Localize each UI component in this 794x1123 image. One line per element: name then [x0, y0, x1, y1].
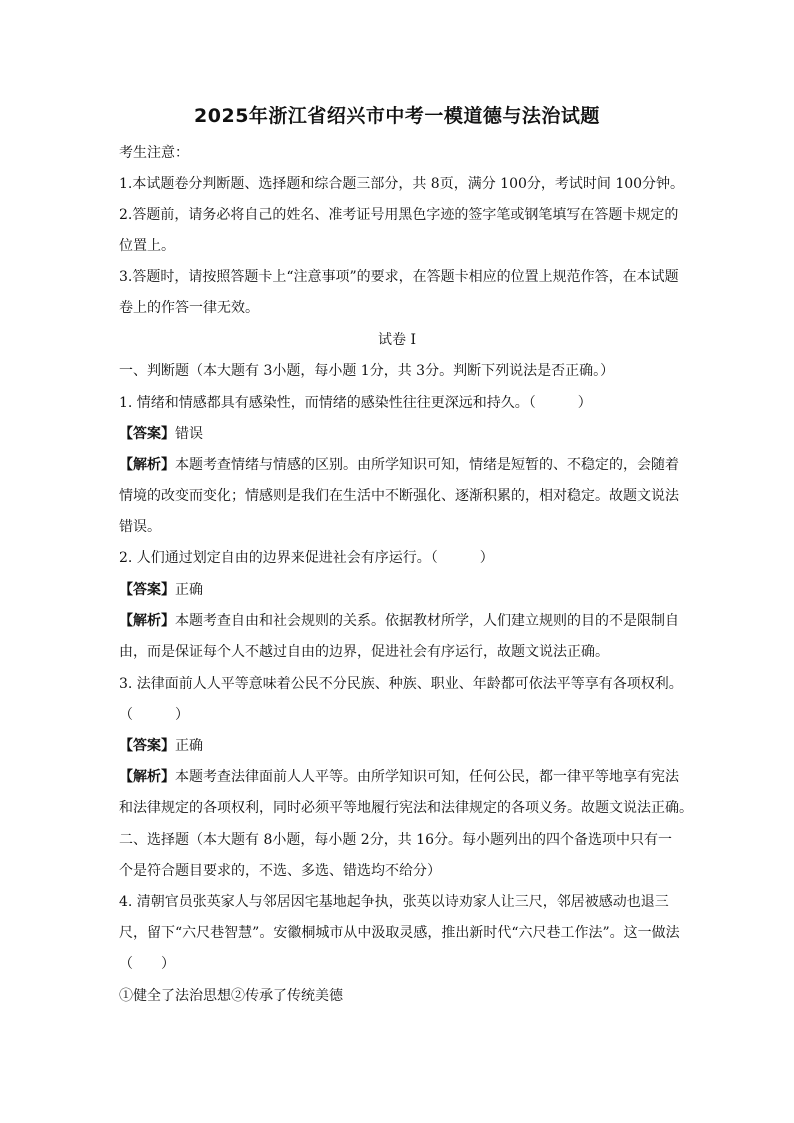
notice-item-2-cont: 位置上。	[119, 238, 175, 254]
question-4-options: ①健全了法治思想②传承了传统美德	[119, 988, 343, 1004]
question-4-text-cont: 尺，留下“六尺巷智慧”。安徽桐城市从中汲取灵感，推出新时代“六尺巷工作法”。这一做法	[119, 925, 680, 941]
analysis-tag: 【解析】	[119, 457, 175, 473]
analysis-tag: 【解析】	[119, 613, 175, 629]
question-3-text: 3. 法律面前人人平等意味着公民不分民族、种族、职业、年龄都可依法平等享有各项权利。	[119, 676, 683, 692]
question-4-text-cont: （ ）	[119, 956, 175, 972]
answer-value: 正确	[175, 738, 203, 754]
question-3-analysis	[119, 767, 679, 787]
notice-item-3-cont: 卷上的作答一律无效。	[119, 300, 259, 316]
notice-item-1: 1.本试题卷分判断题、选择题和综合题三部分，共 8页，满分 100分，考试时间 100分钟。	[119, 176, 685, 192]
question-4-text: 4. 清朝官员张英家人与邻居因宅基地起争执，张英以诗劝家人让三尺，邻居被感动也退三	[119, 894, 669, 910]
question-3-analysis-cont: 和法律规定的各项权利，同时必须平等地履行宪法和法律规定的各项义务。故题文说法正确。	[119, 800, 693, 816]
notice-item-3: 3.答题时，请按照答题卡上“注意事项”的要求，在答题卡相应的位置上规范作答，在本试题	[119, 269, 679, 285]
question-3-text-cont: （ ）	[119, 707, 189, 723]
section2-heading: 二、选择题（本大题有 8小题，每小题 2分，共 16分。每小题列出的四个备选项中只有一	[119, 832, 672, 848]
question-2-answer	[119, 580, 203, 600]
analysis-tag: 【解析】	[119, 769, 175, 785]
question-1-analysis-cont: 错误。	[119, 519, 161, 535]
document-title: 2025年浙江省绍兴市中考一模道德与法治试题	[194, 105, 600, 127]
question-2-analysis	[119, 611, 679, 631]
analysis-text: 本题考查情绪与情感的区别。由所学知识可知，情绪是短暂的、不稳定的，会随着	[175, 457, 679, 473]
section2-heading-cont: 个是符合题目要求的，不选、多选、错选均不给分）	[119, 863, 441, 879]
answer-tag: 【答案】	[119, 426, 175, 442]
answer-value: 错误	[175, 426, 203, 442]
question-3-answer	[119, 736, 203, 756]
answer-tag: 【答案】	[119, 582, 175, 598]
answer-tag: 【答案】	[119, 738, 175, 754]
notice-heading: 考生注意：	[119, 145, 189, 161]
question-1-answer	[119, 424, 203, 444]
question-2-analysis-cont: 由，而是保证每个人不越过自由的边界，促进社会有序运行，故题文说法正确。	[119, 644, 609, 660]
question-1-text: 1. 情绪和情感都具有感染性，而情绪的感染性往往更深远和持久。（ ）	[119, 395, 592, 411]
question-1-analysis-cont: 情境的改变而变化；情感则是我们在生活中不断强化、逐渐积累的，相对稳定。故题文说法	[119, 488, 679, 504]
paper-label: 试卷 I	[378, 332, 416, 348]
notice-item-2: 2.答题前，请务必将自己的姓名、准考证号用黑色字迹的签字笔或钢笔填写在答题卡规定的	[119, 207, 679, 223]
section1-heading: 一、判断题（本大题有 3小题，每小题 1分，共 3分。判断下列说法是否正确。）	[119, 363, 615, 379]
question-2-text: 2. 人们通过划定自由的边界来促进社会有序运行。（ ）	[119, 550, 494, 566]
analysis-text: 本题考查自由和社会规则的关系。依据教材所学，人们建立规则的目的不是限制自	[175, 613, 679, 629]
analysis-text: 本题考查法律面前人人平等。由所学知识可知，任何公民，都一律平等地享有宪法	[175, 769, 679, 785]
question-1-analysis	[119, 455, 679, 475]
answer-value: 正确	[175, 582, 203, 598]
